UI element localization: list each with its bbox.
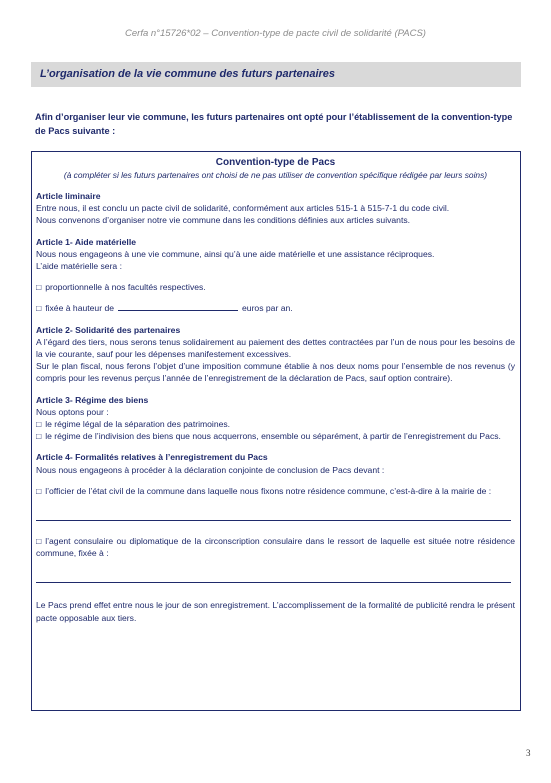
article-2-heading: Article 2- Solidarité des partenaires xyxy=(36,324,181,335)
option-officier-etat-civil[interactable] xyxy=(36,485,515,497)
option-proportionnelle[interactable] xyxy=(36,281,515,293)
article-4-text-1: Nous nous engageons à procéder à la déclaration conjointe de conclusion de Pacs devant : xyxy=(36,464,385,475)
checkbox-icon[interactable]: □ xyxy=(36,485,42,496)
option-separation-label: le régime légal de la séparation des patrimoines. xyxy=(45,419,231,430)
article-3-text-1: Nous optons pour : xyxy=(36,406,109,417)
option-fixee-suffix: euros par an. xyxy=(242,303,293,314)
option-fixee-label: fixée à hauteur de xyxy=(45,303,115,314)
option-separation[interactable] xyxy=(36,418,515,430)
intro-text: Afin d’organiser leur vie commune, les futurs partenaires ont opté pour l’établissement de la convention-type de Pacs suivante : xyxy=(35,112,513,136)
checkbox-icon[interactable]: □ xyxy=(36,536,42,547)
article-1-heading: Article 1- Aide matérielle xyxy=(36,236,136,247)
option-proportionnelle-label: proportionnelle à nos facultés respectives. xyxy=(45,282,206,293)
article-1-text-2: L’aide matérielle sera : xyxy=(36,261,122,272)
checkbox-icon[interactable]: □ xyxy=(36,303,42,314)
option-officier-label: l’officier de l’état civil de la commune dans laquelle nous fixons notre résidence commune, c’est-à-dire à la mairie de : xyxy=(45,485,492,496)
convention-subtitle: (à compléter si les futurs partenaires ont choisi de ne pas utiliser de convention spécifique rédigée par leurs soins) xyxy=(63,170,488,180)
article-1-text-1: Nous nous engageons à une vie commune, ainsi qu’à une aide matérielle et une assistance réciproques. xyxy=(36,248,435,259)
checkbox-icon[interactable]: □ xyxy=(36,282,42,293)
option-fixee[interactable] xyxy=(36,302,515,314)
checkbox-icon[interactable]: □ xyxy=(36,431,42,442)
page-header: Cerfa n°15726*02 – Convention-type de pacte civil de solidarité (PACS) xyxy=(125,28,426,39)
option-indivision[interactable] xyxy=(36,430,515,442)
closing-text: Le Pacs prend effet entre nous le jour de son enregistrement. L’accomplissement de la formalité de publicité rendra le présent pacte opposable aux tiers. xyxy=(36,600,515,623)
convention-title: Convention-type de Pacs xyxy=(215,157,336,168)
article-4-heading: Article 4- Formalités relatives à l’enregistrement du Pacs xyxy=(36,452,268,463)
article-liminaire-text-1: Entre nous, il est conclu un pacte civil de solidarité, conformément aux articles 515-1 à 515-7-1 du code civil. xyxy=(36,203,450,214)
option-indivision-label: le régime de l’indivision des biens que nous acquerrons, ensemble ou séparément, à partir de l’enregistrement du Pacs. xyxy=(45,431,501,442)
article-liminaire-heading: Article liminaire xyxy=(36,191,101,201)
amount-blank-field[interactable] xyxy=(118,302,238,311)
article-3-heading: Article 3- Régime des biens xyxy=(36,394,149,405)
article-2-text-2: Sur le plan fiscal, nous ferons l’objet d’une imposition commune établie à nos deux noms pour l’ensemble de nos revenus (y compris pour les revenus perçus l’année de l’enregistrement de la déclaration de Pacs, sauf option contraire). xyxy=(36,361,515,384)
option-agent-consulaire[interactable] xyxy=(36,535,515,559)
article-2-text-1: A l’égard des tiers, nous serons tenus solidairement au paiement des dettes contractées par l’un de nous pour les besoins de la vie courante, sauf pour les dépenses manifestement excessives. xyxy=(36,336,515,360)
option-agent-label: l’agent consulaire ou diplomatique de la circonscription consulaire dans le ressort de laquelle est située notre résidence commune, fixée à : xyxy=(36,536,515,559)
article-liminaire-text-2: Nous convenons d’organiser notre vie commune dans les conditions définies aux articles suivants. xyxy=(36,215,411,226)
page-number: 3 xyxy=(526,748,531,758)
convention-box xyxy=(31,151,521,711)
checkbox-icon[interactable]: □ xyxy=(36,419,42,430)
section-title: L’organisation de la vie commune des futurs partenaires xyxy=(31,62,521,87)
